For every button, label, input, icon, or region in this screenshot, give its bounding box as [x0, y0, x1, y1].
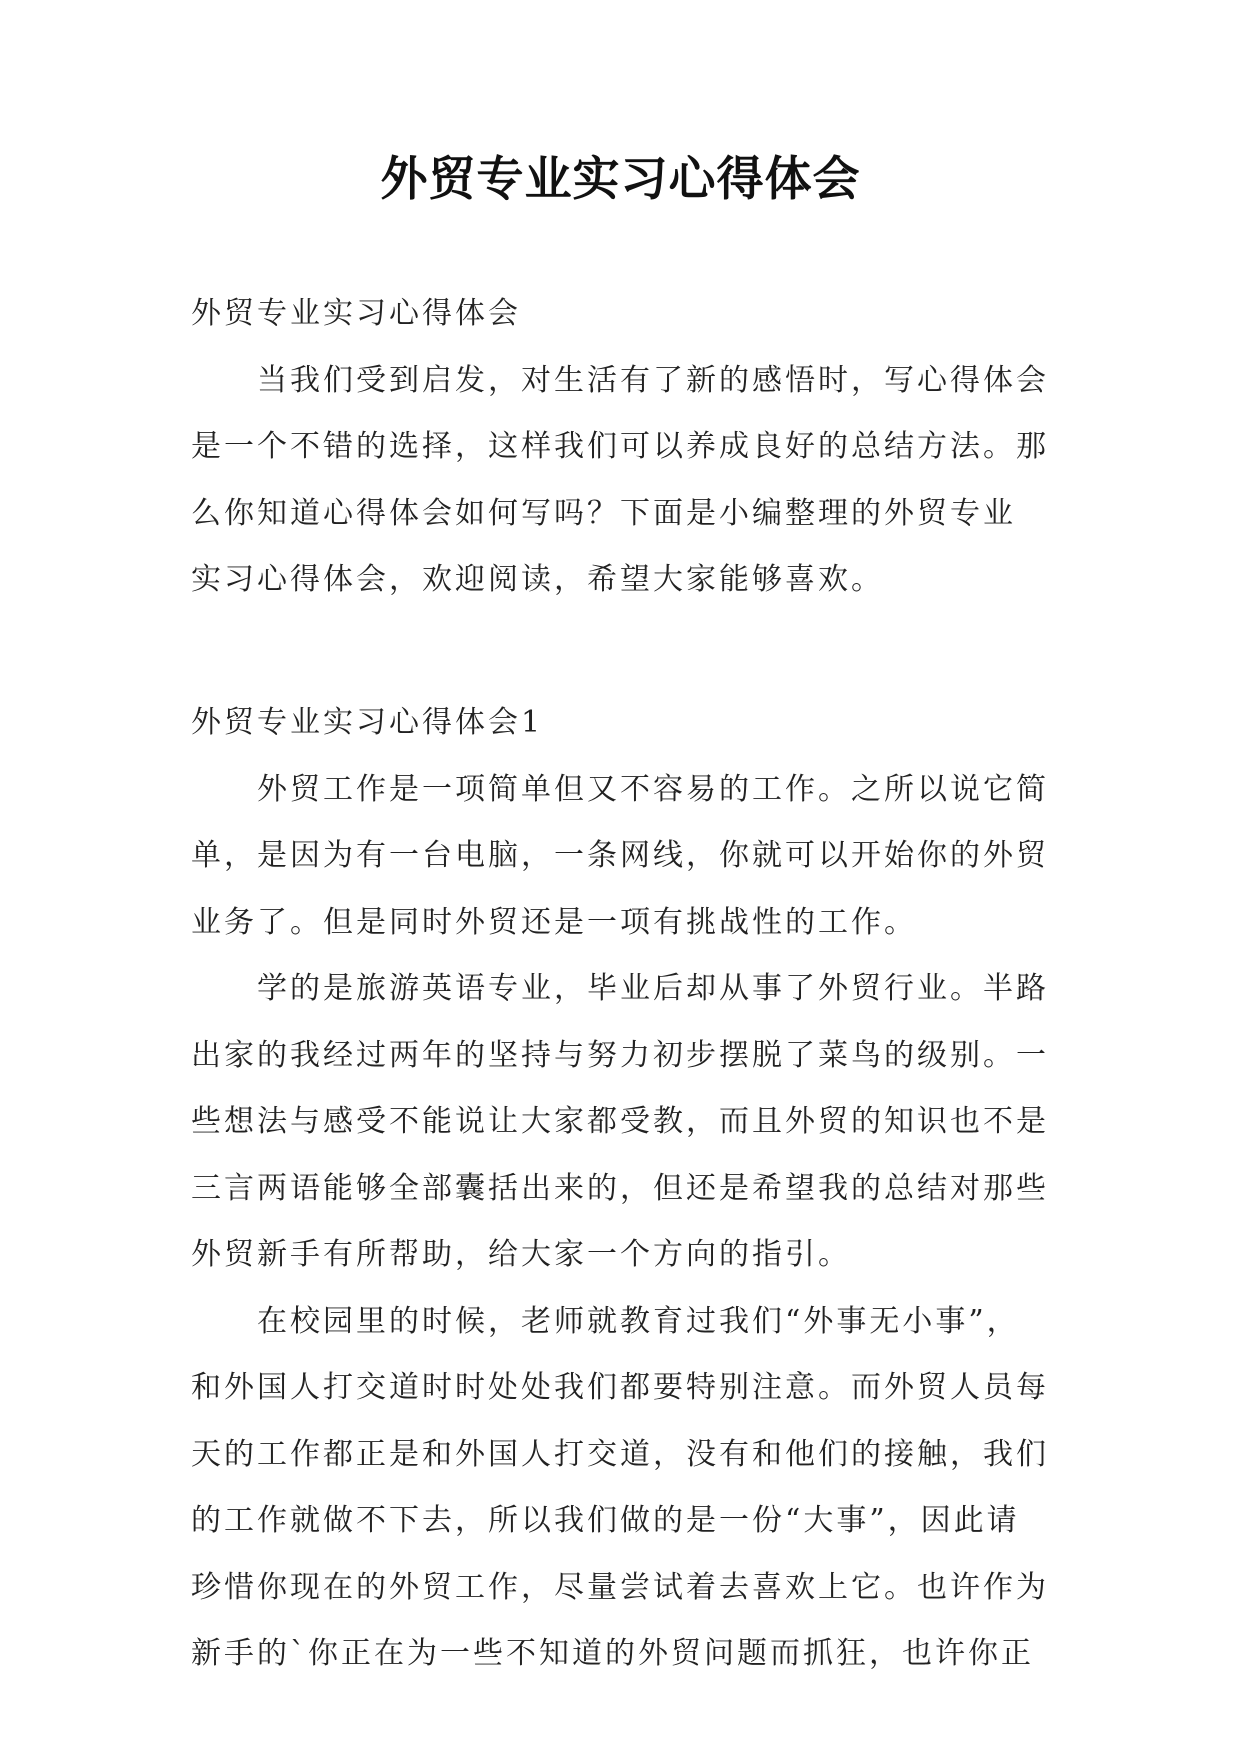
paragraph-line: 三言两语能够全部囊括出来的，但还是希望我的总结对那些: [191, 1170, 1049, 1206]
paragraph-line: 单，是因为有一台电脑，一条网线，你就可以开始你的外贸: [191, 838, 1049, 873]
section-1-paragraph-1: [191, 757, 1061, 957]
paragraph-line: 实习心得体会，欢迎阅读，希望大家能够喜欢。: [191, 562, 884, 597]
paragraph-line: 出家的我经过两年的坚持与努力初步摆脱了菜鸟的级别。一: [191, 1037, 1049, 1073]
paragraph-line: 和外国人打交道时时处处我们都要特别注意。而外贸人员每: [191, 1370, 1049, 1405]
paragraph-line: 在校园里的时候，老师就教育过我们“外事无小事”，: [257, 1303, 1020, 1339]
paragraph-line: 当我们受到启发，对生活有了新的感悟时，写心得体会: [257, 362, 1049, 398]
paragraph-line: 外贸新手有所帮助，给大家一个方向的指引。: [191, 1237, 851, 1272]
paragraph-line: 是一个不错的选择，这样我们可以养成良好的总结方法。那: [191, 429, 1049, 464]
paragraph-line: 的工作就做不下去，所以我们做的是一份“大事”，因此请: [191, 1503, 1020, 1538]
paragraph-line: 些想法与感受不能说让大家都受教，而且外贸的知识也不是: [191, 1104, 1049, 1139]
paragraph-line: 天的工作都正是和外国人打交道，没有和他们的接触，我们: [191, 1436, 1049, 1472]
section-1-paragraph-3: [191, 1289, 1061, 1688]
paragraph-line: 么你知道心得体会如何写吗？下面是小编整理的外贸专业: [191, 495, 1016, 531]
section-1: [191, 690, 1061, 1688]
paragraph-line: 外贸工作是一项简单但又不容易的工作。之所以说它简: [257, 771, 1049, 807]
paragraph-line: 珍惜你现在的外贸工作，尽量尝试着去喜欢上它。也许作为: [191, 1569, 1049, 1605]
section-1-heading: 外贸专业实习心得体会1: [191, 705, 544, 740]
paragraph-line: 业务了。但是同时外贸还是一项有挑战性的工作。: [191, 904, 917, 940]
intro-heading: 外贸专业实习心得体会: [191, 296, 521, 331]
intro-paragraph: [191, 348, 1061, 614]
section-1-paragraph-2: [191, 956, 1061, 1289]
paragraph-line: 新手的`你正在为一些不知道的外贸问题而抓狂，也许你正: [191, 1636, 1034, 1671]
document-title: 外贸专业实习心得体会: [380, 152, 861, 207]
paragraph-line: 学的是旅游英语专业，毕业后却从事了外贸行业。半路: [257, 971, 1049, 1006]
intro-section: [191, 281, 1061, 614]
